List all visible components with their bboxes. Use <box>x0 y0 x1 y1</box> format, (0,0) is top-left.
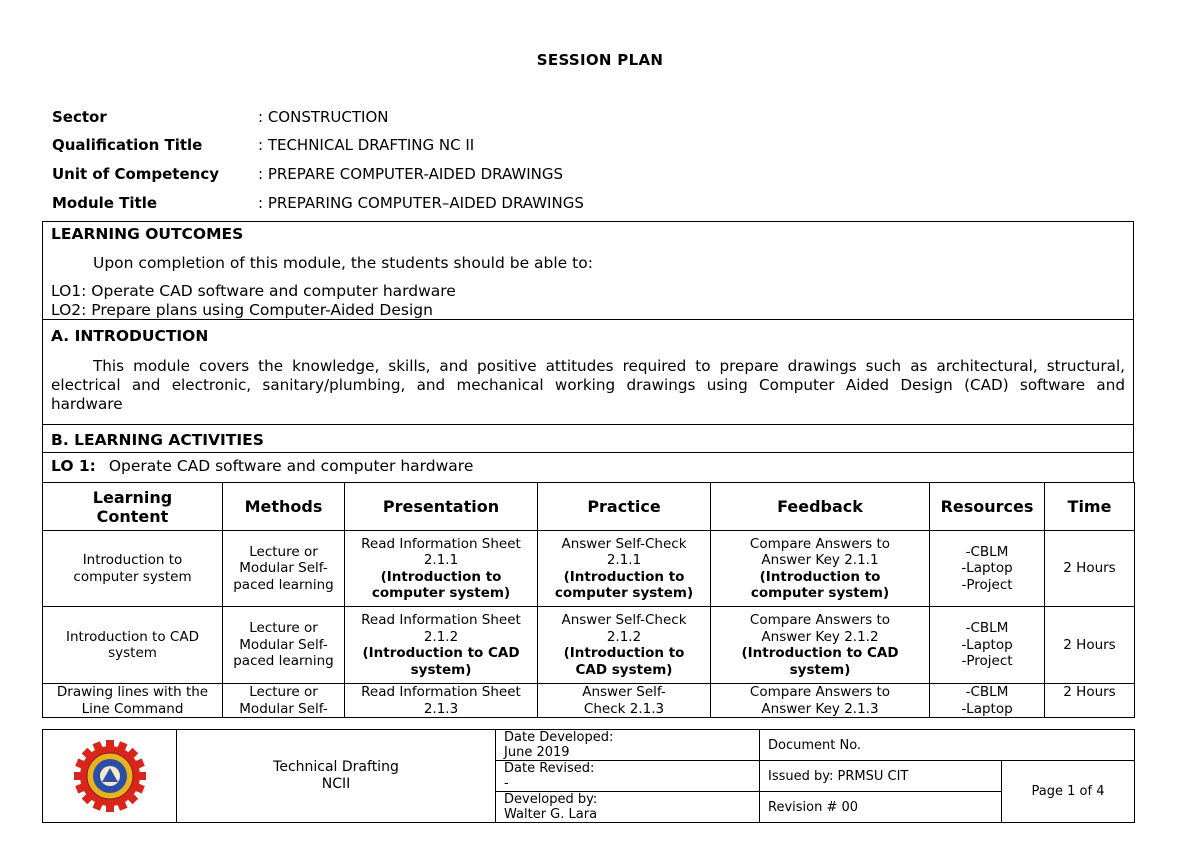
col-header: Methods <box>223 483 345 531</box>
cell-time: 2 Hours <box>1045 531 1135 607</box>
date-developed-value: June 2019 <box>504 745 570 760</box>
issued-by-cell: Issued by: PRMSU CIT <box>760 761 1002 792</box>
cell-resources <box>930 531 1045 607</box>
resource-item: -Laptop <box>961 700 1013 717</box>
lo1-text: LO1: Operate CAD software and computer hardware <box>51 282 456 300</box>
resource-item: -CBLM <box>965 620 1009 637</box>
cell-methods: Lecture or Modular Self-paced learning <box>223 607 345 684</box>
table-header-row <box>43 483 1135 531</box>
document-footer <box>42 729 1135 823</box>
cell-content: Introduction to computer system <box>43 531 223 607</box>
meta-value: : TECHNICAL DRAFTING NC II <box>258 136 475 154</box>
resource-item: -Laptop <box>961 560 1013 577</box>
date-developed-label: Date Developed: <box>504 730 614 745</box>
cell-methods: Lecture or Modular Self-paced learning <box>223 531 345 607</box>
meta-sector <box>52 108 389 126</box>
table-row <box>43 531 1135 607</box>
date-developed-cell <box>496 730 760 761</box>
cell-feedback: Compare Answers to Answer Key 2.1.3 <box>711 684 930 718</box>
activities-header: B. LEARNING ACTIVITIES <box>51 431 264 449</box>
meta-key: Sector <box>52 108 107 126</box>
meta-key: Qualification Title <box>52 136 203 154</box>
col-header: Practice <box>538 483 711 531</box>
introduction-header: A. INTRODUCTION <box>51 327 209 345</box>
lo-row <box>43 453 1133 476</box>
presentation-sub: (Introduction to computer system) <box>371 568 511 601</box>
cell-practice: Answer Self-Check 2.1.3 <box>538 684 711 718</box>
introduction-section <box>43 320 1133 424</box>
col-header: Learning Content <box>43 483 223 531</box>
meta-module <box>52 194 584 212</box>
meta-value: : CONSTRUCTION <box>258 108 389 126</box>
lo-text: Operate CAD software and computer hardware <box>108 457 474 475</box>
cell-methods: Lecture or Modular Self- <box>223 684 345 718</box>
developed-by-value: Walter G. Lara <box>504 807 598 822</box>
developed-by-label: Developed by: <box>504 792 598 807</box>
course-cell <box>177 730 496 823</box>
lo-label: LO 1: <box>51 457 96 475</box>
feedback-text: Compare Answers to Answer Key 2.1.2 <box>749 612 891 645</box>
presentation-sub: (Introduction to CAD system) <box>362 645 520 678</box>
cell-resources <box>930 607 1045 684</box>
meta-key: Unit of Competency <box>52 165 219 183</box>
cell-time: 2 Hours <box>1045 607 1135 684</box>
cell-time: 2 Hours <box>1045 684 1135 718</box>
resource-item: -CBLM <box>965 684 1009 700</box>
developed-by-cell <box>496 792 760 823</box>
practice-sub: (Introduction to computer system) <box>554 568 694 601</box>
prmsu-cit-logo <box>72 738 148 814</box>
table-row <box>43 684 1135 718</box>
resource-item: -Project <box>961 653 1013 670</box>
learning-outcomes-header: LEARNING OUTCOMES <box>51 225 244 243</box>
date-revised-label: Date Revised: <box>504 761 595 776</box>
presentation-text: Read Information Sheet 2.1.2 <box>361 612 521 645</box>
col-header: Presentation <box>345 483 538 531</box>
meta-value: : PREPARING COMPUTER–AIDED DRAWINGS <box>258 194 584 212</box>
meta-unit <box>52 165 563 183</box>
course-level: NCII <box>321 776 351 792</box>
feedback-sub: (Introduction to computer system) <box>750 568 890 601</box>
presentation-text: Read Information Sheet 2.1.1 <box>361 535 521 568</box>
logo-cell <box>43 730 177 823</box>
col-header: Feedback <box>711 483 930 531</box>
cell-practice <box>538 531 711 607</box>
feedback-text: Compare Answers to Answer Key 2.1.1 <box>749 535 891 568</box>
cell-presentation <box>345 531 538 607</box>
outcomes-box <box>42 221 1134 483</box>
activities-section <box>43 425 1133 452</box>
document-title: SESSION PLAN <box>536 51 664 69</box>
cell-feedback <box>711 607 930 684</box>
cell-presentation <box>345 607 538 684</box>
cell-feedback <box>711 531 930 607</box>
date-revised-cell <box>496 761 760 792</box>
cell-content: Introduction to CAD system <box>43 607 223 684</box>
resource-item: -Project <box>961 576 1013 593</box>
resource-item: -CBLM <box>965 543 1009 560</box>
revision-cell: Revision # 00 <box>760 792 1002 823</box>
cell-content: Drawing lines with the Line Command <box>43 684 223 718</box>
page-number: Page 1 of 4 <box>1002 761 1135 823</box>
table-row <box>43 607 1135 684</box>
practice-text: Answer Self-Check 2.1.2 <box>561 612 687 645</box>
meta-value: : PREPARE COMPUTER-AIDED DRAWINGS <box>258 165 564 183</box>
date-revised-value: - <box>504 776 509 791</box>
col-header: Resources <box>930 483 1045 531</box>
document-no-cell: Document No. <box>760 730 1135 761</box>
resource-item: -Laptop <box>961 636 1013 653</box>
practice-sub: (Introduction to CAD system) <box>563 645 685 678</box>
meta-qualification <box>52 136 474 154</box>
learning-outcomes-intro: Upon completion of this module, the students should be able to: <box>93 254 593 272</box>
introduction-text: This module covers the knowledge, skills, and positive attitudes required to prepare drawings such as architectural, structural, electrical and electronic, sanitary/plumbing, and mechanical working drawings using Computer Aided Design (CAD) software and hardware <box>51 357 1125 413</box>
learning-outcomes-section <box>43 222 1133 319</box>
cell-presentation: Read Information Sheet 2.1.3 <box>345 684 538 718</box>
meta-key: Module Title <box>52 194 158 212</box>
course-name: Technical Drafting <box>273 759 399 775</box>
practice-text: Answer Self-Check 2.1.1 <box>561 535 687 568</box>
cell-resources <box>930 684 1045 718</box>
activities-table <box>42 482 1135 718</box>
lo2-text: LO2: Prepare plans using Computer-Aided Design <box>51 301 433 319</box>
col-header: Time <box>1045 483 1135 531</box>
cell-practice <box>538 607 711 684</box>
feedback-sub: (Introduction to CAD system) <box>741 645 899 678</box>
